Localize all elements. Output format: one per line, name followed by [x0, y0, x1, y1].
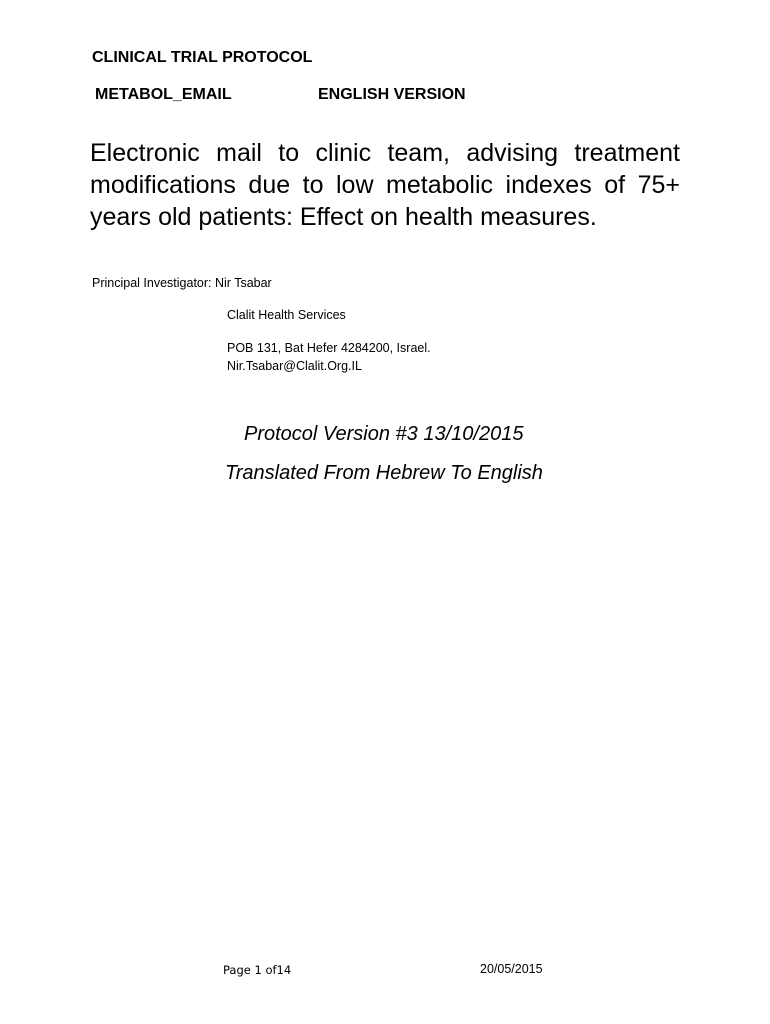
postal-address: POB 131, Bat Hefer 4284200, Israel.	[227, 341, 431, 355]
study-code: METABOL_EMAIL	[95, 86, 232, 103]
protocol-version: Protocol Version #3 13/10/2015	[244, 423, 524, 445]
investigator-email: Nir.Tsabar@Clalit.Org.IL	[227, 359, 362, 373]
translation-note: Translated From Hebrew To English	[225, 462, 543, 484]
protocol-header: CLINICAL TRIAL PROTOCOL	[92, 49, 313, 66]
organization: Clalit Health Services	[227, 308, 346, 322]
footer-date: 20/05/2015	[480, 962, 543, 976]
page-number: Page 1 of14	[223, 963, 292, 977]
principal-investigator: Principal Investigator: Nir Tsabar	[92, 276, 272, 290]
document-title: Electronic mail to clinic team, advising treatment modifications due to low metabolic indexes of 75+ years old patients: Effect on health measures.	[90, 139, 680, 231]
version-language: ENGLISH VERSION	[318, 86, 466, 103]
